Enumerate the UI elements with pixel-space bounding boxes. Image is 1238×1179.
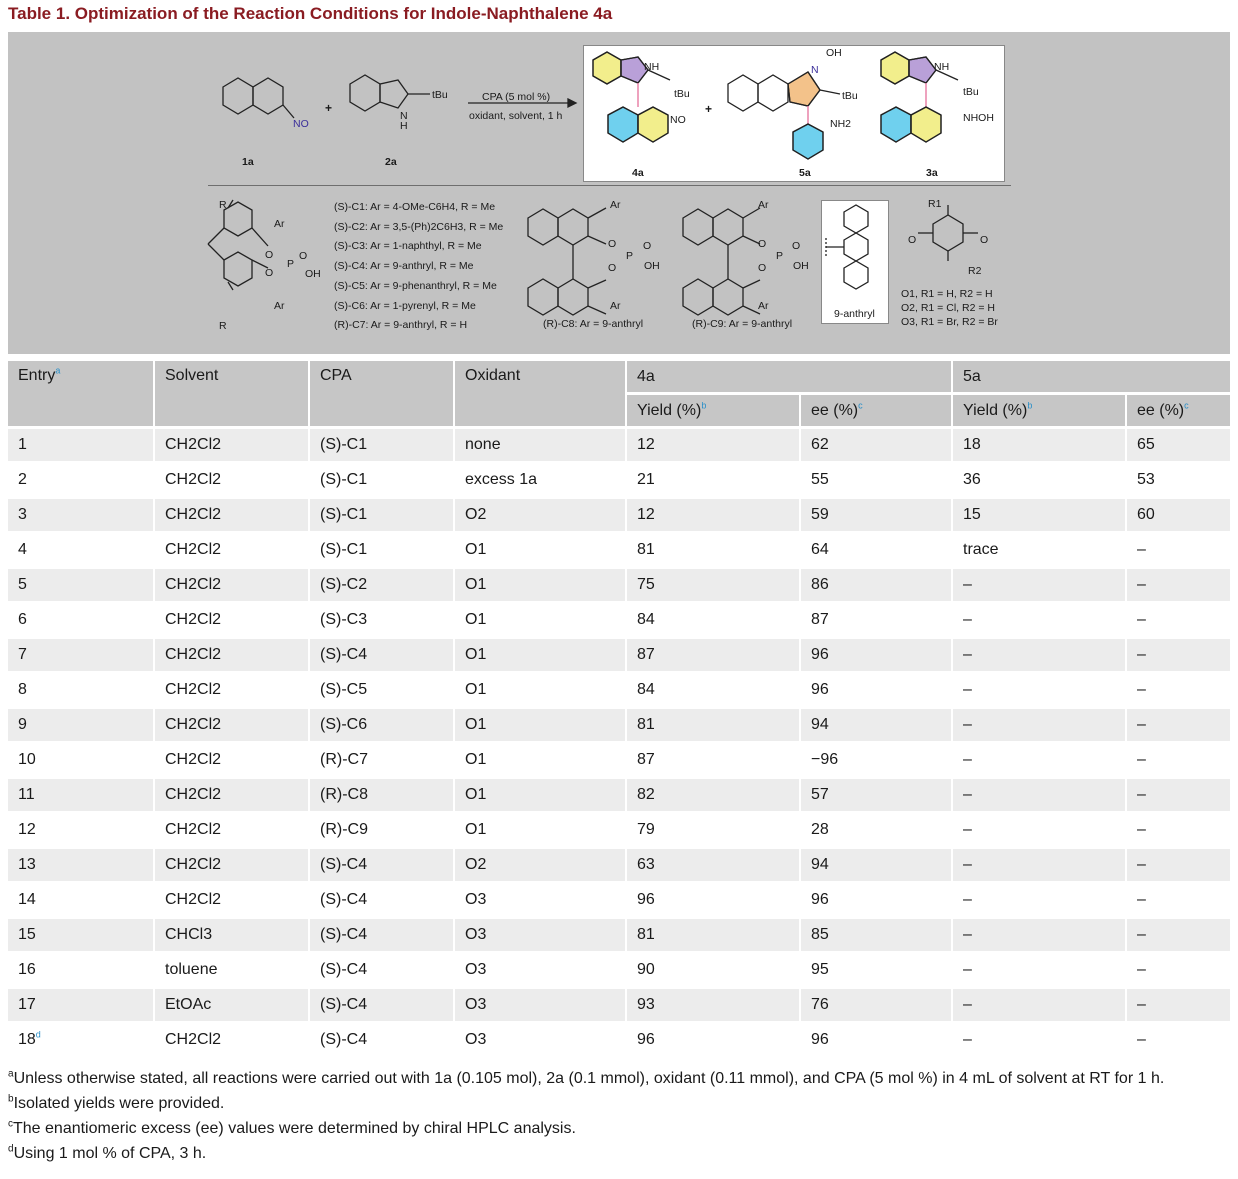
spiro-oh: OH bbox=[305, 268, 321, 280]
product-5a-oh: OH bbox=[826, 47, 842, 59]
cell-cpa: (S)-C2 bbox=[308, 569, 453, 601]
cell-cpa: (S)-C5 bbox=[308, 674, 453, 706]
header-ee-5a: ee (%)$^c$ bbox=[1125, 395, 1230, 426]
cell-cpa: (S)-C1 bbox=[308, 429, 453, 461]
cell-ee-5a: – bbox=[1125, 604, 1230, 636]
quinone-o-right: O bbox=[980, 234, 989, 246]
cell-cpa: (S)-C4 bbox=[308, 989, 453, 1021]
c8-o-bottom: O bbox=[608, 262, 617, 274]
cell-entry: 17 bbox=[8, 989, 153, 1021]
cell-ee-5a: – bbox=[1125, 779, 1230, 811]
cell-yield-5a: – bbox=[951, 954, 1125, 986]
cell-cpa: (S)-C4 bbox=[308, 639, 453, 671]
indole-2a-structure bbox=[350, 75, 430, 111]
cell-cpa: (S)-C4 bbox=[308, 884, 453, 916]
cell-oxidant: O1 bbox=[453, 709, 625, 741]
cell-ee-5a: – bbox=[1125, 744, 1230, 776]
spiro-r-top: R bbox=[219, 199, 227, 211]
cell-cpa: (R)-C8 bbox=[308, 779, 453, 811]
cell-entry: 6 bbox=[8, 604, 153, 636]
cell-oxidant: O1 bbox=[453, 674, 625, 706]
anthryl-structure bbox=[826, 205, 868, 289]
cell-solvent: CH2Cl2 bbox=[153, 499, 308, 531]
spiro-ar-bottom: Ar bbox=[274, 300, 285, 312]
catalyst-c8: (R)-C8: Ar = 9-anthryl bbox=[543, 318, 644, 330]
cell-yield-5a: – bbox=[951, 779, 1125, 811]
header-group-4a: 4a bbox=[625, 361, 951, 392]
table-row bbox=[8, 534, 1230, 566]
c9-ar-bottom: Ar bbox=[758, 300, 769, 312]
cell-entry: 10 bbox=[8, 744, 153, 776]
cell-entry: 14 bbox=[8, 884, 153, 916]
cell-cpa: (S)-C3 bbox=[308, 604, 453, 636]
cell-entry: 8 bbox=[8, 674, 153, 706]
product-4a-group: NO bbox=[670, 114, 686, 126]
cell-yield-5a: 18 bbox=[951, 429, 1125, 461]
cell-solvent: CH2Cl2 bbox=[153, 744, 308, 776]
cell-ee-4a: 55 bbox=[799, 464, 951, 496]
product-5a-label: 5a bbox=[799, 167, 811, 179]
cell-oxidant: O3 bbox=[453, 954, 625, 986]
table-row bbox=[8, 709, 1230, 741]
cell-cpa: (R)-C7 bbox=[308, 744, 453, 776]
cell-entry: 7 bbox=[8, 639, 153, 671]
arrow-top-label: CPA (5 mol %) bbox=[482, 91, 551, 103]
cell-yield-5a: – bbox=[951, 604, 1125, 636]
cell-ee-5a: 65 bbox=[1125, 429, 1230, 461]
reaction-scheme bbox=[8, 32, 1230, 354]
header-group-5a: 5a bbox=[951, 361, 1230, 392]
arrow-bottom-label: oxidant, solvent, 1 h bbox=[469, 110, 563, 122]
sm2-label: 2a bbox=[385, 156, 397, 168]
c8-o-top: O bbox=[608, 238, 617, 250]
cell-yield-4a: 90 bbox=[625, 954, 799, 986]
cell-ee-4a: 96 bbox=[799, 639, 951, 671]
header-cpa: CPA bbox=[308, 361, 453, 426]
cell-ee-4a: 85 bbox=[799, 919, 951, 951]
optimization-table bbox=[8, 358, 1230, 1059]
spiro-ar-top: Ar bbox=[274, 218, 285, 230]
cell-oxidant: O1 bbox=[453, 744, 625, 776]
table-row bbox=[8, 674, 1230, 706]
c9-oh: OH bbox=[793, 260, 809, 272]
cell-cpa: (S)-C4 bbox=[308, 919, 453, 951]
cell-yield-4a: 93 bbox=[625, 989, 799, 1021]
quinone-structure bbox=[918, 205, 978, 261]
table-row bbox=[8, 1024, 1230, 1056]
cell-solvent: CH2Cl2 bbox=[153, 569, 308, 601]
cell-entry: 11 bbox=[8, 779, 153, 811]
product-4a-nh: NH bbox=[644, 61, 660, 73]
cell-yield-5a: – bbox=[951, 814, 1125, 846]
catalyst-c9: (R)-C9: Ar = 9-anthryl bbox=[692, 318, 793, 330]
cell-ee-5a: – bbox=[1125, 639, 1230, 671]
quinone-o-left: O bbox=[908, 234, 917, 246]
header-ee-4a: ee (%)$^c$ bbox=[799, 395, 951, 426]
cell-yield-5a: 15 bbox=[951, 499, 1125, 531]
c8-p-oxo: O bbox=[643, 240, 652, 252]
spiro-r-bottom: R bbox=[219, 320, 227, 332]
table-row bbox=[8, 499, 1230, 531]
cell-yield-5a: – bbox=[951, 1024, 1125, 1056]
cell-solvent: CH2Cl2 bbox=[153, 464, 308, 496]
header-oxidant: Oxidant bbox=[453, 361, 625, 426]
c9-ar-top: Ar bbox=[758, 199, 769, 211]
cell-ee-5a: – bbox=[1125, 534, 1230, 566]
cell-oxidant: O1 bbox=[453, 639, 625, 671]
oxidant-o1: O1, R1 = H, R2 = H bbox=[901, 288, 993, 300]
cell-cpa: (S)-C4 bbox=[308, 849, 453, 881]
cell-ee-5a: – bbox=[1125, 849, 1230, 881]
cell-solvent: CH2Cl2 bbox=[153, 429, 308, 461]
header-yield-4a: Yield (%)$^b$ bbox=[625, 395, 799, 426]
cell-yield-4a: 63 bbox=[625, 849, 799, 881]
table-title: Table 1. Optimization of the Reaction Conditions for Indole-Naphthalene 4a bbox=[8, 4, 613, 23]
product-5a-n: N bbox=[811, 64, 819, 76]
c9-o-top: O bbox=[758, 238, 767, 250]
h8-binol-c9-structure bbox=[683, 208, 760, 315]
cell-yield-5a: – bbox=[951, 919, 1125, 951]
cell-solvent: toluene bbox=[153, 954, 308, 986]
table-body bbox=[8, 429, 1230, 1056]
sm2-h: H bbox=[400, 120, 408, 132]
cell-entry: 3 bbox=[8, 499, 153, 531]
c9-p: P bbox=[776, 250, 784, 262]
cell-yield-5a: – bbox=[951, 884, 1125, 916]
sm1-group: NO bbox=[293, 118, 309, 130]
anthryl-label: 9-anthryl bbox=[834, 308, 875, 320]
table-row bbox=[8, 569, 1230, 601]
cell-ee-5a: – bbox=[1125, 709, 1230, 741]
cell-oxidant: O2 bbox=[453, 499, 625, 531]
cell-yield-4a: 81 bbox=[625, 534, 799, 566]
header-solvent: Solvent bbox=[153, 361, 308, 426]
cell-entry: 2 bbox=[8, 464, 153, 496]
cell-oxidant: none bbox=[453, 429, 625, 461]
catalyst-c3: (S)-C3: Ar = 1-naphthyl, R = Me bbox=[334, 240, 482, 253]
cell-ee-4a: 96 bbox=[799, 674, 951, 706]
cell-entry: 12 bbox=[8, 814, 153, 846]
cell-yield-5a: trace bbox=[951, 534, 1125, 566]
footnote-a: $^a$Unless otherwise stated, all reactions were carried out with 1a (0.105 mol), 2a (0.1 mmol), oxidant (0.11 mmol), and CPA (5 mol %) in 4 mL of solvent at RT for 1 h. bbox=[8, 1068, 1165, 1087]
cell-solvent: CH2Cl2 bbox=[153, 814, 308, 846]
cell-yield-5a: – bbox=[951, 989, 1125, 1021]
sm1-label: 1a bbox=[242, 156, 254, 168]
cell-ee-4a: 96 bbox=[799, 884, 951, 916]
c8-ar-bottom: Ar bbox=[610, 300, 621, 312]
table-row bbox=[8, 884, 1230, 916]
c8-ar-top: Ar bbox=[610, 199, 621, 211]
cell-ee-5a: – bbox=[1125, 884, 1230, 916]
cell-ee-4a: 95 bbox=[799, 954, 951, 986]
cell-yield-5a: – bbox=[951, 849, 1125, 881]
cell-ee-5a: – bbox=[1125, 674, 1230, 706]
sm2-nh: N bbox=[400, 110, 408, 122]
table-row bbox=[8, 429, 1230, 461]
oxidant-list bbox=[901, 287, 998, 329]
cell-oxidant: excess 1a bbox=[453, 464, 625, 496]
cell-solvent: CH2Cl2 bbox=[153, 534, 308, 566]
cell-yield-4a: 84 bbox=[625, 674, 799, 706]
plus-sign-2: + bbox=[705, 102, 713, 116]
product-4a-tbu: tBu bbox=[674, 88, 690, 100]
product-4a-label: 4a bbox=[632, 167, 644, 179]
footnote-c: $^c$The enantiomeric excess (ee) values were determined by chiral HPLC analysis. bbox=[8, 1118, 576, 1137]
plus-sign-1: + bbox=[325, 101, 333, 115]
cell-solvent: CH2Cl2 bbox=[153, 674, 308, 706]
cell-ee-4a: 57 bbox=[799, 779, 951, 811]
cell-entry: 18$^d$ bbox=[8, 1024, 153, 1056]
cell-oxidant: O1 bbox=[453, 814, 625, 846]
spiro-o-bottom: O bbox=[265, 267, 274, 279]
cell-entry: 9 bbox=[8, 709, 153, 741]
quinone-r2: R2 bbox=[968, 265, 982, 277]
product-5a-structure bbox=[728, 72, 840, 159]
cell-entry: 15 bbox=[8, 919, 153, 951]
cell-yield-5a: – bbox=[951, 639, 1125, 671]
product-5a-group: NH2 bbox=[830, 118, 852, 130]
cell-oxidant: O1 bbox=[453, 569, 625, 601]
catalyst-c6: (S)-C6: Ar = 1-pyrenyl, R = Me bbox=[334, 299, 476, 312]
oxidant-o3: O3, R1 = Br, R2 = Br bbox=[901, 316, 998, 328]
sm2-group: tBu bbox=[432, 89, 448, 101]
cell-ee-4a: 62 bbox=[799, 429, 951, 461]
cell-oxidant: O1 bbox=[453, 779, 625, 811]
cell-yield-4a: 87 bbox=[625, 639, 799, 671]
catalyst-c5: (S)-C5: Ar = 9-phenanthryl, R = Me bbox=[334, 279, 497, 292]
quinone-r1: R1 bbox=[928, 198, 942, 210]
c8-p: P bbox=[626, 250, 634, 262]
spiro-o-top: O bbox=[265, 249, 274, 261]
cell-ee-4a: 28 bbox=[799, 814, 951, 846]
product-3a-group: NHOH bbox=[963, 112, 994, 124]
table-row bbox=[8, 849, 1230, 881]
footnote-d: $^d$Using 1 mol % of CPA, 3 h. bbox=[8, 1143, 207, 1162]
cell-yield-4a: 81 bbox=[625, 919, 799, 951]
cell-ee-5a: – bbox=[1125, 954, 1230, 986]
spiro-p-oxo: O bbox=[299, 250, 308, 262]
cell-yield-4a: 79 bbox=[625, 814, 799, 846]
cell-solvent: CH2Cl2 bbox=[153, 849, 308, 881]
cell-yield-4a: 96 bbox=[625, 884, 799, 916]
cell-cpa: (S)-C4 bbox=[308, 1024, 453, 1056]
cell-oxidant: O3 bbox=[453, 1024, 625, 1056]
table-row bbox=[8, 989, 1230, 1021]
spiro-cpa-structure bbox=[208, 200, 268, 290]
cell-solvent: CH2Cl2 bbox=[153, 709, 308, 741]
cell-yield-4a: 82 bbox=[625, 779, 799, 811]
product-3a-label: 3a bbox=[926, 167, 938, 179]
cell-ee-5a: – bbox=[1125, 919, 1230, 951]
cell-oxidant: O1 bbox=[453, 534, 625, 566]
product-5a-tbu: tBu bbox=[842, 90, 858, 102]
cell-ee-4a: 94 bbox=[799, 849, 951, 881]
product-3a-nh: NH bbox=[934, 61, 950, 73]
cell-entry: 13 bbox=[8, 849, 153, 881]
cell-solvent: CH2Cl2 bbox=[153, 639, 308, 671]
header-entry: Entry$^a$ bbox=[8, 361, 153, 426]
cell-yield-5a: – bbox=[951, 709, 1125, 741]
table-row bbox=[8, 464, 1230, 496]
cell-entry: 4 bbox=[8, 534, 153, 566]
cell-solvent: EtOAc bbox=[153, 989, 308, 1021]
cell-cpa: (S)-C4 bbox=[308, 954, 453, 986]
cell-yield-5a: – bbox=[951, 569, 1125, 601]
table-row bbox=[8, 814, 1230, 846]
cell-oxidant: O3 bbox=[453, 989, 625, 1021]
cell-yield-4a: 84 bbox=[625, 604, 799, 636]
table-row bbox=[8, 604, 1230, 636]
cell-solvent: CH2Cl2 bbox=[153, 884, 308, 916]
table-row bbox=[8, 954, 1230, 986]
table-row bbox=[8, 779, 1230, 811]
cell-cpa: (S)-C6 bbox=[308, 709, 453, 741]
cell-cpa: (S)-C1 bbox=[308, 499, 453, 531]
cell-cpa: (S)-C1 bbox=[308, 534, 453, 566]
cell-ee-4a: 76 bbox=[799, 989, 951, 1021]
cell-oxidant: O1 bbox=[453, 604, 625, 636]
catalyst-c4: (S)-C4: Ar = 9-anthryl, R = Me bbox=[334, 260, 474, 273]
cell-yield-5a: – bbox=[951, 744, 1125, 776]
cell-ee-4a: 94 bbox=[799, 709, 951, 741]
cell-oxidant: O2 bbox=[453, 849, 625, 881]
cell-yield-5a: – bbox=[951, 674, 1125, 706]
catalyst-c1: (S)-C1: Ar = 4-OMe-C6H4, R = Me bbox=[334, 201, 496, 213]
cell-ee-5a: 53 bbox=[1125, 464, 1230, 496]
spiro-p: P bbox=[287, 258, 295, 270]
product-3a-tbu: tBu bbox=[963, 86, 979, 98]
catalyst-c2: (S)-C2: Ar = 3,5-(Ph)2C6H3, R = Me bbox=[334, 220, 504, 233]
catalyst-c7: (R)-C7: Ar = 9-anthryl, R = H bbox=[334, 319, 468, 332]
cell-yield-4a: 12 bbox=[625, 429, 799, 461]
cell-ee-5a: 60 bbox=[1125, 499, 1230, 531]
footnotes bbox=[8, 1066, 1164, 1166]
table-row bbox=[8, 639, 1230, 671]
c9-o-bottom: O bbox=[758, 262, 767, 274]
cell-ee-4a: 64 bbox=[799, 534, 951, 566]
cell-yield-4a: 87 bbox=[625, 744, 799, 776]
cell-ee-4a: 59 bbox=[799, 499, 951, 531]
cell-yield-4a: 21 bbox=[625, 464, 799, 496]
cell-ee-4a: −96 bbox=[799, 744, 951, 776]
header-yield-5a: Yield (%)$^b$ bbox=[951, 395, 1125, 426]
cell-solvent: CH2Cl2 bbox=[153, 779, 308, 811]
cell-yield-4a: 12 bbox=[625, 499, 799, 531]
cell-entry: 5 bbox=[8, 569, 153, 601]
cell-ee-4a: 96 bbox=[799, 1024, 951, 1056]
cell-yield-4a: 81 bbox=[625, 709, 799, 741]
cell-solvent: CH2Cl2 bbox=[153, 1024, 308, 1056]
cell-ee-4a: 86 bbox=[799, 569, 951, 601]
cell-yield-4a: 75 bbox=[625, 569, 799, 601]
binol-c8-structure bbox=[528, 208, 606, 315]
cell-ee-5a: – bbox=[1125, 569, 1230, 601]
cell-cpa: (S)-C1 bbox=[308, 464, 453, 496]
cell-entry: 16 bbox=[8, 954, 153, 986]
naphthalene-1a-structure bbox=[223, 78, 294, 118]
table-row bbox=[8, 919, 1230, 951]
cell-oxidant: O3 bbox=[453, 919, 625, 951]
c8-oh: OH bbox=[644, 260, 660, 272]
c9-p-oxo: O bbox=[792, 240, 801, 252]
cell-solvent: CHCl3 bbox=[153, 919, 308, 951]
catalyst-list bbox=[334, 198, 503, 336]
cell-yield-4a: 96 bbox=[625, 1024, 799, 1056]
cell-cpa: (R)-C9 bbox=[308, 814, 453, 846]
cell-ee-5a: – bbox=[1125, 989, 1230, 1021]
cell-ee-5a: – bbox=[1125, 1024, 1230, 1056]
oxidant-o2: O2, R1 = Cl, R2 = H bbox=[901, 302, 995, 314]
cell-entry: 1 bbox=[8, 429, 153, 461]
cell-solvent: CH2Cl2 bbox=[153, 604, 308, 636]
cell-yield-5a: 36 bbox=[951, 464, 1125, 496]
cell-ee-5a: – bbox=[1125, 814, 1230, 846]
cell-ee-4a: 87 bbox=[799, 604, 951, 636]
table-row bbox=[8, 744, 1230, 776]
footnote-b: $^b$Isolated yields were provided. bbox=[8, 1093, 225, 1112]
cell-oxidant: O3 bbox=[453, 884, 625, 916]
